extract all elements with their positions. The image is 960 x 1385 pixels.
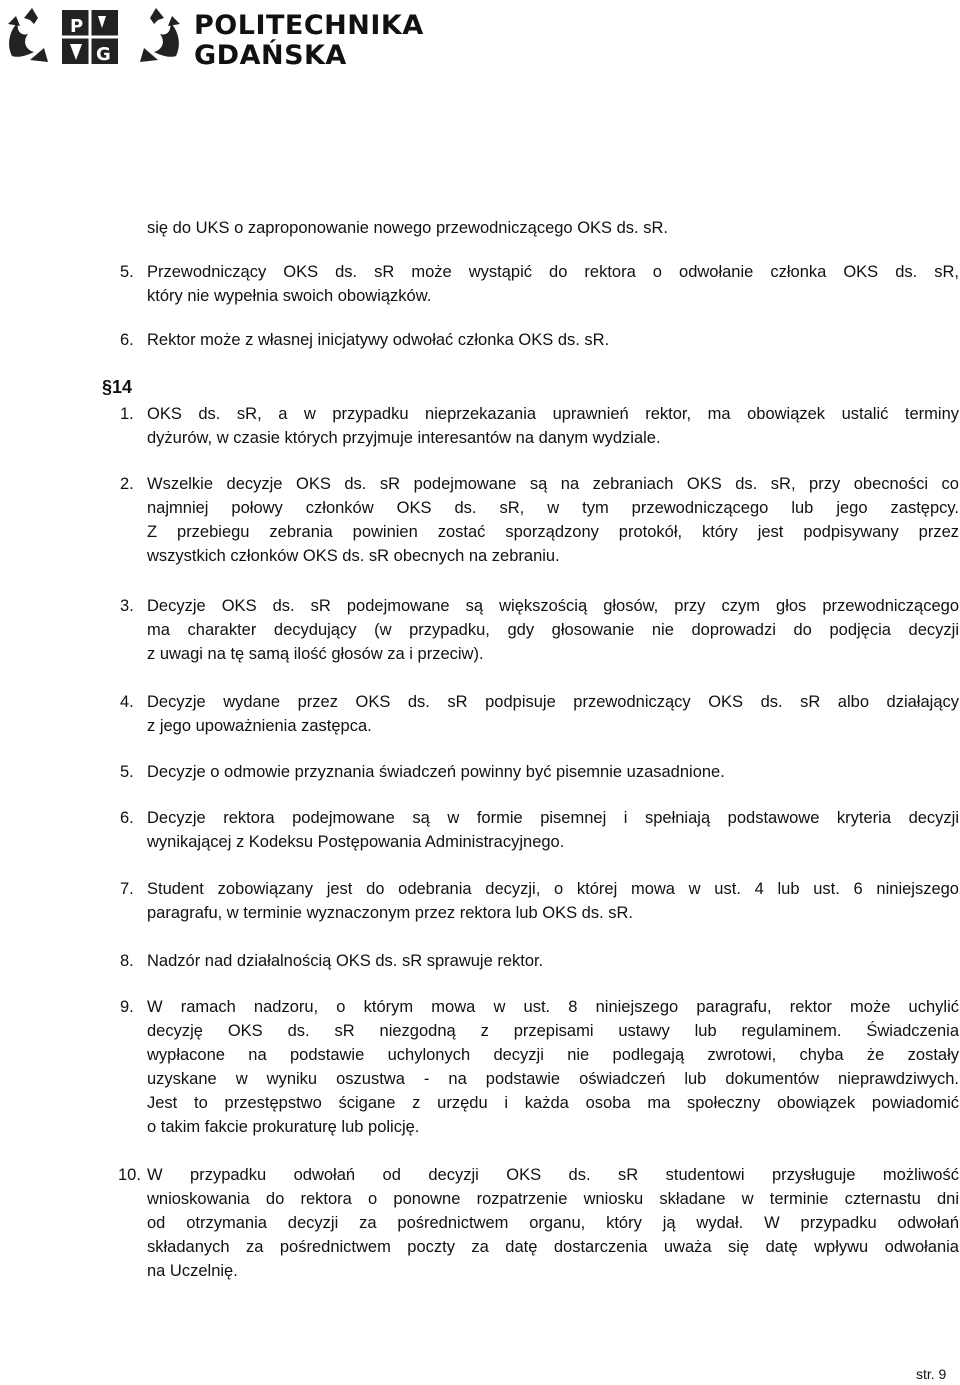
list-number: 5. [120,763,134,781]
text-line: Z przebiegu zebrania powinien zostać sporządzony protokół, który jest podpisywany przez [147,523,959,541]
text-line: wynikającej z Kodeksu Postępowania Administracyjnego. [147,833,565,851]
list-number: 4. [120,693,134,711]
list-number: 3. [120,597,134,615]
text-line: Przewodniczący OKS ds. sR może wystąpić do rektora o odwołanie członka OKS ds. sR, [147,263,959,281]
list-number: 6. [120,331,134,349]
text-line: dyżurów, w czasie których przyjmuje interesantów na danym wydziale. [147,429,661,447]
logo-line2: GDAŃSKA [194,40,347,71]
text-line: Decyzje OKS ds. sR podejmowane są większością głosów, przy czym głos przewodniczącego [147,597,959,615]
text-line: Student zobowiązany jest do odebrania decyzji, o której mowa w ust. 4 lub ust. 6 niniejszego [147,880,959,898]
list-number: 6. [120,809,134,827]
svg-text:P: P [70,16,84,37]
text-line: Decyzje o odmowie przyznania świadczeń powinny być pisemnie uzasadnione. [147,763,725,781]
text-line: uzyskane w wyniku oszustwa - na podstawie oświadczeń lub dokumentów nieprawdziwych. [147,1070,959,1088]
text-line: o takim fakcie prokuraturę lub policję. [147,1118,420,1136]
text-line: Jest to przestępstwo ścigane z urzędu i każda osoba ma społeczny obowiązek powiadomić [147,1094,959,1112]
text-line: W przypadku odwołań od decyzji OKS ds. sR studentowi przysługuje możliwość [147,1166,959,1184]
svg-text:G: G [96,44,111,65]
text-line: się do UKS o zaproponowanie nowego przewodniczącego OKS ds. sR. [147,219,668,237]
text-line: OKS ds. sR, a w przypadku nieprzekazania uprawnień rektor, ma obowiązek ustalić terminy [147,405,959,423]
page-number: str. 9 [916,1366,947,1382]
text-line: W ramach nadzoru, o którym mowa w ust. 8 niniejszego paragrafu, rektor może uchylić [147,998,959,1016]
university-logo [4,4,424,70]
text-line: wszystkich członków OKS ds. sR obecnych na zebraniu. [147,547,560,565]
list-number: 2. [120,475,134,493]
text-line: który nie wypełnia swoich obowiązków. [147,287,432,305]
list-number: 1. [120,405,134,423]
text-line: ma charakter decydujący (w przypadku, gdy głosowanie nie doprowadzi do podjęcia decyzji [147,621,959,639]
list-number: 7. [120,880,134,898]
paragraph-mark: §14 [102,377,133,397]
list-number: 9. [120,998,134,1016]
text-line: wnioskowania do rektora o ponowne rozpatrzenie wniosku składane w terminie czternastu dni [147,1190,959,1208]
text-line: od otrzymania decyzji za pośrednictwem organu, który ją wydał. W przypadku odwołań [147,1214,959,1232]
text-line: decyzję OKS ds. sR niezgodną z przepisami ustawy lub regulaminem. Świadczenia [147,1022,959,1040]
text-line: Wszelkie decyzje OKS ds. sR podejmowane są na zebraniach OKS ds. sR, przy obecności co [147,475,959,493]
list-number: 8. [120,952,134,970]
text-line: paragrafu, w terminie wyznaczonym przez rektora lub OKS ds. sR. [147,904,634,922]
text-line: na Uczelnię. [147,1262,238,1280]
text-line: Decyzje wydane przez OKS ds. sR podpisuje przewodniczący OKS ds. sR albo działający [147,693,959,711]
text-line: z uwagi na tę samą ilość głosów za i przeciw). [147,645,484,663]
logo-text [194,11,424,71]
text-line: składanych za pośrednictwem poczty za datę dostarczenia uważa się datę wpływu odwołania [147,1238,959,1256]
text-line: Nadzór nad działalnością OKS ds. sR sprawuje rektor. [147,952,544,970]
list-number: 10. [118,1166,141,1184]
text-line: z jego upoważnienia zastępca. [147,717,372,735]
text-line: najmniej połowy członków OKS ds. sR, w tym przewodniczącego lub jego zastępcy. [147,499,959,517]
list-number: 5. [120,263,134,281]
text-line: Decyzje rektora podejmowane są w formie pisemnej i spełniają podstawowe kryteria decyzji [147,809,959,827]
logo-line1: POLITECHNIKA [194,10,424,41]
text-line: wypłacone na podstawie uchylonych decyzji nie podlegają zwrotowi, chyba że zostały [147,1046,959,1064]
text-line: Rektor może z własnej inicjatywy odwołać członka OKS ds. sR. [147,331,610,349]
emblem-icon [4,4,184,70]
